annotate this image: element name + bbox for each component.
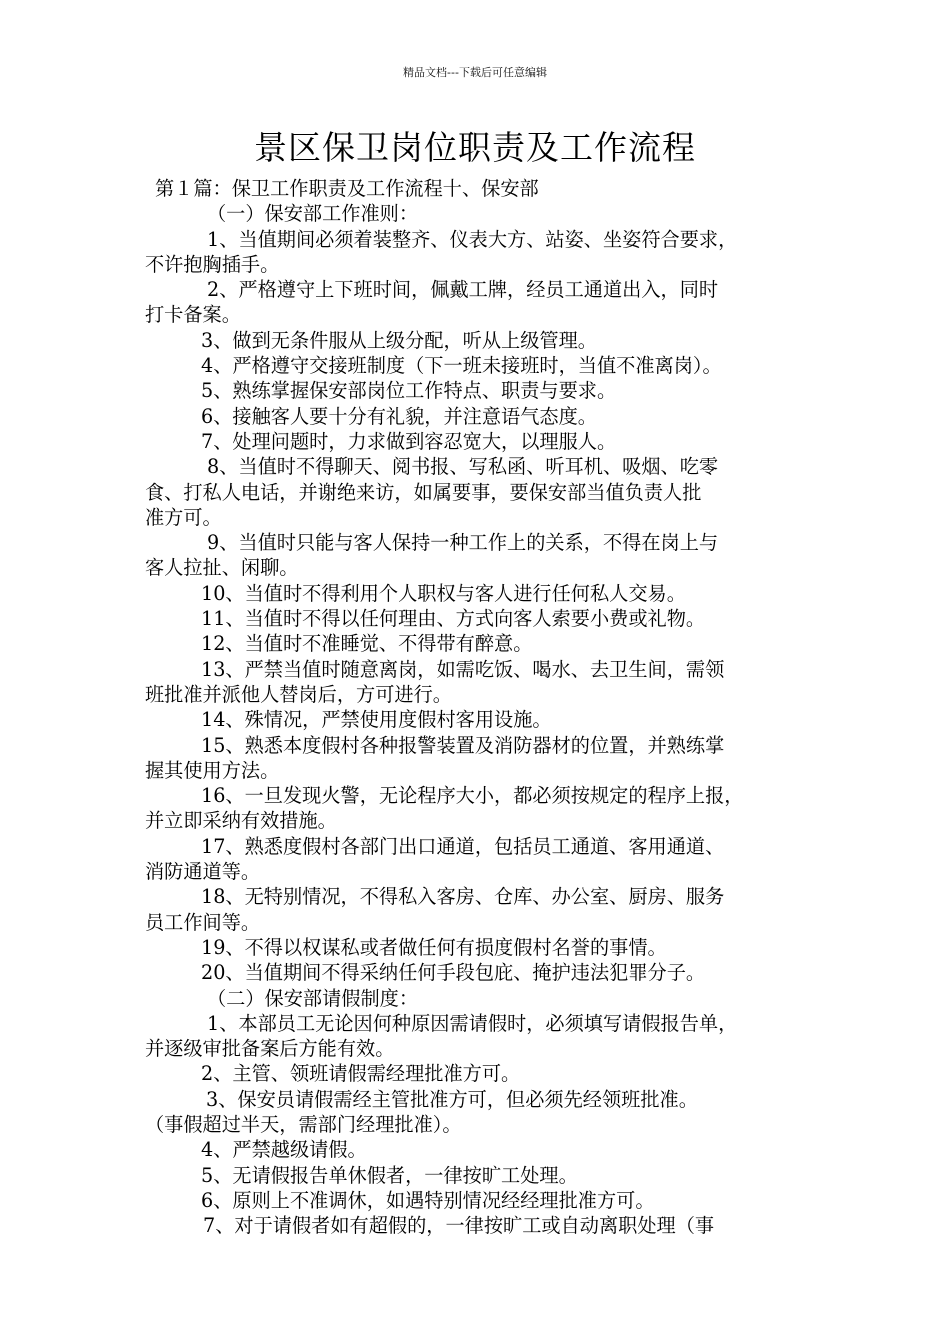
text-line: 14、殊情况，严禁使用度假村客用设施。: [201, 708, 552, 732]
text-line: 7、对于请假者如有超假的，一律按旷工或自动离职处理（事: [203, 1214, 715, 1238]
text-line: 班批准并派他人替岗后，方可进行。: [145, 682, 452, 706]
text-line: 5、无请假报告单休假者，一律按旷工处理。: [201, 1163, 578, 1187]
text-line: 2、主管、领班请假需经理批准方可。: [201, 1062, 521, 1086]
text-line: 10、当值时不得利用个人职权与客人进行任何私人交易。: [201, 581, 686, 605]
text-line: 17、熟悉度假村各部门出口通道，包括员工通道、客用通道、: [201, 834, 725, 858]
text-line: 2、严格遵守上下班时间，佩戴工牌，经员工通道出入，同时: [207, 278, 719, 302]
text-line: 并逐级审批备案后方能有效。: [145, 1037, 395, 1061]
text-line: 15、熟悉本度假村各种报警装置及消防器材的位置，并熟练掌: [201, 733, 725, 757]
text-line: 11、当值时不得以任何理由、方式向客人索要小费或礼物。: [201, 607, 706, 631]
text-line: 1、当值期间必须着装整齐、仪表大方、站姿、坐姿符合要求，: [207, 227, 738, 251]
text-line: 6、原则上不准调休，如遇特别情况经经理批准方可。: [201, 1188, 655, 1212]
text-line: （事假超过半天，需部门经理批准）。: [145, 1112, 462, 1136]
text-line: 握其使用方法。: [145, 758, 280, 782]
text-line: 食、打私人电话，并谢绝来访，如属要事，要保安部当值负责人批: [145, 480, 702, 504]
text-line: 1、本部员工无论因何种原因需请假时，必须填写请假报告单，: [207, 1011, 738, 1035]
text-line: 20、当值期间不得采纳任何手段包庇、掩护违法犯罪分子。: [201, 961, 706, 985]
text-line: 7、处理问题时，力求做到容忍宽大，以理服人。: [201, 429, 617, 453]
document-title: 景区保卫岗位职责及工作流程: [254, 128, 696, 167]
text-line: 第１篇：保卫工作职责及工作流程十、保安部: [155, 177, 539, 200]
text-line: 准方可。: [145, 505, 222, 529]
text-line: 19、不得以权谋私或者做任何有损度假村名誉的事情。: [201, 935, 667, 959]
text-line: （一）保安部工作准则：: [207, 202, 419, 226]
text-line: 18、无特别情况，不得私入客房、仓库、办公室、厨房、服务: [201, 885, 725, 909]
text-line: 3、做到无条件服从上级分配，听从上级管理。: [201, 328, 597, 352]
text-line: 6、接触客人要十分有礼貌，并注意语气态度。: [201, 404, 597, 428]
text-line: 并立即采纳有效措施。: [145, 809, 337, 833]
text-line: 12、当值时不准睡觉、不得带有醉意。: [201, 632, 533, 656]
text-line: 4、严格遵守交接班制度（下一班未接班时，当值不准离岗）。: [201, 354, 722, 378]
text-line: 员工作间等。: [145, 910, 261, 934]
document-body: [145, 176, 825, 1238]
text-line: 3、保安员请假需经主管批准方可，但必须先经领班批准。: [206, 1087, 698, 1111]
text-line: 不许抱胸插手。: [145, 252, 280, 276]
text-line: 客人拉扯、闲聊。: [145, 556, 299, 580]
text-line: 13、严禁当值时随意离岗，如需吃饭、喝水、去卫生间，需领: [201, 657, 725, 681]
text-line: 9、当值时只能与客人保持一种工作上的关系，不得在岗上与: [207, 531, 719, 555]
header-note: 精品文档---下载后可任意编辑: [403, 66, 547, 79]
text-line: （二）保安部请假制度：: [207, 986, 419, 1010]
text-line: 5、熟练掌握保安部岗位工作特点、职责与要求。: [201, 379, 617, 403]
text-line: 消防通道等。: [145, 860, 261, 884]
text-line: 16、一旦发现火警，无论程序大小，都必须按规定的程序上报，: [201, 784, 744, 808]
text-line: 4、严禁越级请假。: [201, 1138, 367, 1162]
text-line: 8、当值时不得聊天、阅书报、写私函、听耳机、吸烟、吃零: [207, 455, 719, 479]
text-line: 打卡备案。: [145, 303, 241, 327]
